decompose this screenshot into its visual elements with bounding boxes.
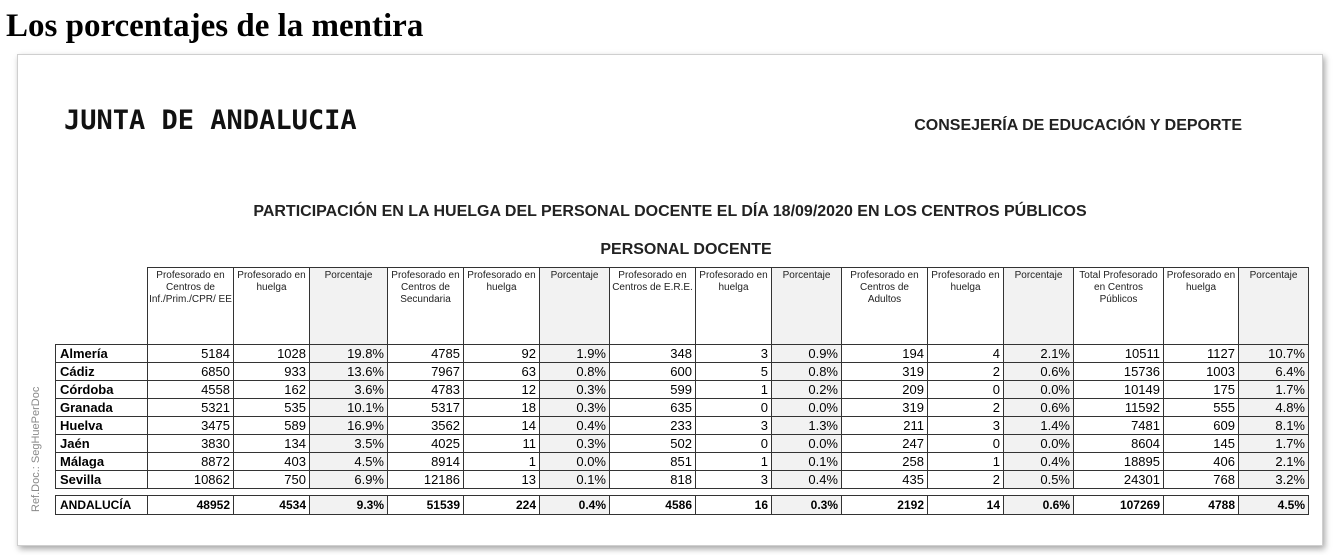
spacer-cell: [148, 489, 234, 496]
column-header: Porcentaje: [772, 268, 842, 345]
document-reference: Ref.Doc.: SegHuePerDoc: [30, 386, 42, 512]
table-cell: 3.6%: [310, 381, 388, 399]
table-cell: 589: [234, 417, 310, 435]
table-cell: 247: [842, 435, 928, 453]
table-cell: 1003: [1164, 363, 1239, 381]
table-cell: 1: [696, 381, 772, 399]
table-row: [56, 435, 1309, 453]
table-cell: 6.4%: [1239, 363, 1309, 381]
table-cell: 933: [234, 363, 310, 381]
table-row: [56, 381, 1309, 399]
column-header: Profesorado en Centros de Adultos: [842, 268, 928, 345]
row-spacer: [56, 489, 1309, 496]
table-cell: 2: [928, 363, 1004, 381]
table-cell: 3: [696, 471, 772, 489]
table-cell: 535: [234, 399, 310, 417]
table-cell: 5: [696, 363, 772, 381]
table-cell: 2: [928, 399, 1004, 417]
table-cell: 1.7%: [1239, 435, 1309, 453]
table-cell: 209: [842, 381, 928, 399]
table-cell: 8604: [1074, 435, 1164, 453]
province-name: Granada: [56, 399, 148, 417]
table-cell: 435: [842, 471, 928, 489]
table-cell: 1.3%: [772, 417, 842, 435]
table-cell: 9.3%: [310, 496, 388, 515]
header-blank: [56, 268, 148, 345]
province-name: Córdoba: [56, 381, 148, 399]
table-cell: 0.5%: [1004, 471, 1074, 489]
table-cell: 4586: [610, 496, 696, 515]
spacer-cell: [928, 489, 1004, 496]
table-cell: 6850: [148, 363, 234, 381]
province-name: ANDALUCÍA: [56, 496, 148, 515]
table-cell: 4785: [388, 345, 464, 363]
table-cell: 4534: [234, 496, 310, 515]
table-cell: 319: [842, 399, 928, 417]
table-cell: 1.4%: [1004, 417, 1074, 435]
spacer-cell: [610, 489, 696, 496]
table-cell: 8914: [388, 453, 464, 471]
table-cell: 24301: [1074, 471, 1164, 489]
table-cell: 635: [610, 399, 696, 417]
table-subtitle: PERSONAL DOCENTE: [600, 241, 772, 258]
table-cell: 0.4%: [772, 471, 842, 489]
table-cell: 11: [464, 435, 540, 453]
table-cell: 107269: [1074, 496, 1164, 515]
table-cell: 92: [464, 345, 540, 363]
table-cell: 0.6%: [1004, 399, 1074, 417]
column-header: Profesorado en Centros de E.R.E.: [610, 268, 696, 345]
table-cell: 4788: [1164, 496, 1239, 515]
table-cell: 319: [842, 363, 928, 381]
spacer-cell: [1074, 489, 1164, 496]
table-cell: 7481: [1074, 417, 1164, 435]
table-cell: 348: [610, 345, 696, 363]
spacer-cell: [1239, 489, 1309, 496]
table-cell: 4025: [388, 435, 464, 453]
spacer-cell: [842, 489, 928, 496]
table-cell: 3: [696, 417, 772, 435]
table-cell: 0.6%: [1004, 363, 1074, 381]
table-cell: 11592: [1074, 399, 1164, 417]
table-cell: 18895: [1074, 453, 1164, 471]
table-cell: 8872: [148, 453, 234, 471]
strike-participation-table: [55, 267, 1309, 515]
table-row: [56, 417, 1309, 435]
table-cell: 63: [464, 363, 540, 381]
table-cell: 555: [1164, 399, 1239, 417]
table-cell: 0: [928, 381, 1004, 399]
table-cell: 0.0%: [540, 453, 610, 471]
column-header: Profesorado en Centros de Secundaria: [388, 268, 464, 345]
table-cell: 851: [610, 453, 696, 471]
table-cell: 0.1%: [540, 471, 610, 489]
spacer-cell: [388, 489, 464, 496]
spacer-cell: [772, 489, 842, 496]
table-cell: 211: [842, 417, 928, 435]
column-header: Porcentaje: [1239, 268, 1309, 345]
table-cell: 4.8%: [1239, 399, 1309, 417]
column-header: Porcentaje: [1004, 268, 1074, 345]
table-cell: 10511: [1074, 345, 1164, 363]
table-cell: 0.8%: [540, 363, 610, 381]
table-cell: 12: [464, 381, 540, 399]
table-cell: 1: [928, 453, 1004, 471]
table-row: [56, 453, 1309, 471]
table-cell: 0.9%: [772, 345, 842, 363]
table-cell: 4.5%: [310, 453, 388, 471]
table-cell: 3475: [148, 417, 234, 435]
column-header: Profesorado en huelga: [234, 268, 310, 345]
table-cell: 0.4%: [1004, 453, 1074, 471]
table-cell: 1028: [234, 345, 310, 363]
table-cell: 4783: [388, 381, 464, 399]
table-cell: 406: [1164, 453, 1239, 471]
table-cell: 134: [234, 435, 310, 453]
table-cell: 2: [928, 471, 1004, 489]
table-cell: 0.0%: [1004, 381, 1074, 399]
table-cell: 1: [696, 453, 772, 471]
column-header: Profesorado en Centros de Inf./Prim./CPR/ EE: [148, 268, 234, 345]
table-cell: 0.1%: [772, 453, 842, 471]
table-cell: 0: [696, 399, 772, 417]
table-cell: 0.3%: [540, 435, 610, 453]
table-cell: 19.8%: [310, 345, 388, 363]
table-cell: 2.1%: [1239, 453, 1309, 471]
table-cell: 1.9%: [540, 345, 610, 363]
column-header: Porcentaje: [540, 268, 610, 345]
document-title: PARTICIPACIÓN EN LA HUELGA DEL PERSONAL DOCENTE EL DÍA 18/09/2020 EN LOS CENTROS PÚBLICOS: [253, 203, 1087, 220]
table-cell: 8.1%: [1239, 417, 1309, 435]
spacer-cell: [234, 489, 310, 496]
table-cell: 3830: [148, 435, 234, 453]
table-cell: 0.2%: [772, 381, 842, 399]
table-row: [56, 399, 1309, 417]
table-cell: 10862: [148, 471, 234, 489]
table-cell: 16.9%: [310, 417, 388, 435]
table-cell: 750: [234, 471, 310, 489]
table-cell: 14: [928, 496, 1004, 515]
column-header: Profesorado en huelga: [928, 268, 1004, 345]
table-cell: 5321: [148, 399, 234, 417]
province-name: Sevilla: [56, 471, 148, 489]
table-cell: 3562: [388, 417, 464, 435]
table-cell: 4.5%: [1239, 496, 1309, 515]
spacer-cell: [540, 489, 610, 496]
page-heading: Los porcentajes de la mentira: [6, 8, 424, 44]
table-cell: 12186: [388, 471, 464, 489]
table-cell: 2.1%: [1004, 345, 1074, 363]
table-cell: 2192: [842, 496, 928, 515]
table-cell: 14: [464, 417, 540, 435]
spacer-cell: [696, 489, 772, 496]
table-cell: 599: [610, 381, 696, 399]
table-cell: 6.9%: [310, 471, 388, 489]
spacer-cell: [464, 489, 540, 496]
table-cell: 1127: [1164, 345, 1239, 363]
table-row: [56, 345, 1309, 363]
table-cell: 502: [610, 435, 696, 453]
table-row: [56, 363, 1309, 381]
table-cell: 0.0%: [1004, 435, 1074, 453]
table-cell: 403: [234, 453, 310, 471]
table-cell: 51539: [388, 496, 464, 515]
table-cell: 0.0%: [772, 435, 842, 453]
spacer-cell: [1004, 489, 1074, 496]
spacer-cell: [56, 489, 148, 496]
table-cell: 0: [696, 435, 772, 453]
table-cell: 609: [1164, 417, 1239, 435]
province-name: Huelva: [56, 417, 148, 435]
column-header: Profesorado en huelga: [1164, 268, 1239, 345]
document-scan: [17, 54, 1323, 546]
table-cell: 5184: [148, 345, 234, 363]
table-cell: 162: [234, 381, 310, 399]
column-header: Porcentaje: [310, 268, 388, 345]
table-cell: 7967: [388, 363, 464, 381]
table-cell: 768: [1164, 471, 1239, 489]
table-cell: 10.7%: [1239, 345, 1309, 363]
province-name: Almería: [56, 345, 148, 363]
table-cell: 258: [842, 453, 928, 471]
total-row: [56, 496, 1309, 515]
table-header-row: [56, 268, 1309, 345]
column-header: Total Profesorado en Centros Públicos: [1074, 268, 1164, 345]
table-cell: 3.5%: [310, 435, 388, 453]
table-cell: 224: [464, 496, 540, 515]
province-name: Jaén: [56, 435, 148, 453]
table-cell: 0.4%: [540, 496, 610, 515]
table-cell: 4: [928, 345, 1004, 363]
table-cell: 13.6%: [310, 363, 388, 381]
junta-logo: JUNTA DE ANDALUCIA: [64, 105, 357, 136]
table-cell: 18: [464, 399, 540, 417]
province-name: Málaga: [56, 453, 148, 471]
table-cell: 0.4%: [540, 417, 610, 435]
table-cell: 194: [842, 345, 928, 363]
table-cell: 818: [610, 471, 696, 489]
column-header: Profesorado en huelga: [696, 268, 772, 345]
table-cell: 3.2%: [1239, 471, 1309, 489]
table-cell: 1: [464, 453, 540, 471]
table-cell: 3: [696, 345, 772, 363]
table-cell: 5317: [388, 399, 464, 417]
table-cell: 1.7%: [1239, 381, 1309, 399]
table-cell: 48952: [148, 496, 234, 515]
spacer-cell: [1164, 489, 1239, 496]
table-cell: 0.3%: [540, 381, 610, 399]
table-cell: 233: [610, 417, 696, 435]
spacer-cell: [310, 489, 388, 496]
table-cell: 10149: [1074, 381, 1164, 399]
table-cell: 175: [1164, 381, 1239, 399]
column-header: Profesorado en huelga: [464, 268, 540, 345]
table-cell: 16: [696, 496, 772, 515]
table-cell: 0.0%: [772, 399, 842, 417]
department-name: CONSEJERÍA DE EDUCACIÓN Y DEPORTE: [914, 117, 1242, 134]
table-cell: 0.8%: [772, 363, 842, 381]
table-cell: 15736: [1074, 363, 1164, 381]
table-row: [56, 471, 1309, 489]
table-cell: 0.3%: [772, 496, 842, 515]
table-cell: 145: [1164, 435, 1239, 453]
table-cell: 3: [928, 417, 1004, 435]
table-cell: 600: [610, 363, 696, 381]
table-cell: 10.1%: [310, 399, 388, 417]
province-name: Cádiz: [56, 363, 148, 381]
table-cell: 0.6%: [1004, 496, 1074, 515]
table-cell: 13: [464, 471, 540, 489]
table-cell: 0.3%: [540, 399, 610, 417]
table-cell: 4558: [148, 381, 234, 399]
table-cell: 0: [928, 435, 1004, 453]
